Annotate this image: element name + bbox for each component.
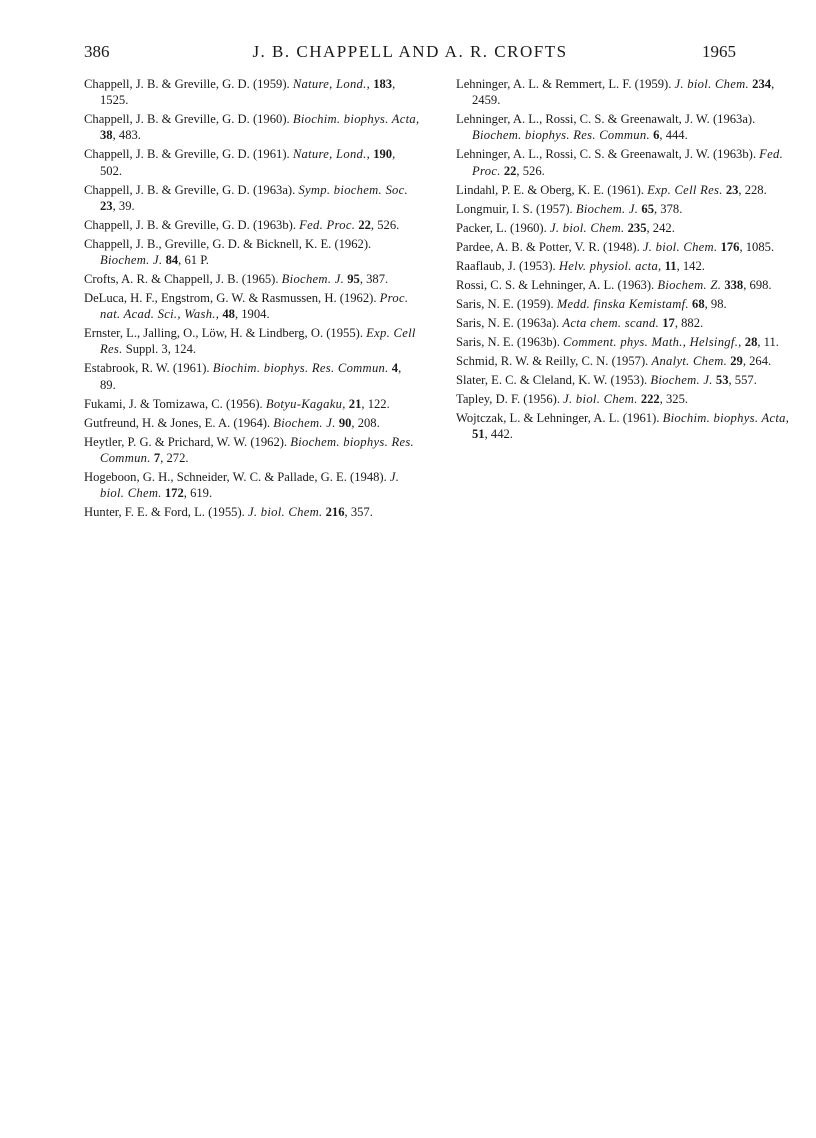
reference-entry bbox=[84, 469, 420, 501]
reference-volume: 17 bbox=[662, 315, 675, 330]
reference-authors: Rossi, C. S. & Lehninger, A. L. (1963). bbox=[456, 277, 655, 292]
reference-journal: Biochem. J. bbox=[575, 201, 639, 216]
reference-volume: 38 bbox=[100, 128, 113, 143]
reference-entry bbox=[456, 182, 792, 198]
reference-authors: Crofts, A. R. & Chappell, J. B. (1965). bbox=[84, 272, 279, 287]
reference-authors: Gutfreund, H. & Jones, E. A. (1964). bbox=[84, 415, 271, 430]
reference-entry bbox=[456, 111, 792, 143]
reference-entry bbox=[84, 290, 420, 322]
reference-pages: , 557. bbox=[728, 372, 757, 387]
page-number: 386 bbox=[84, 42, 110, 61]
reference-volume: 183 bbox=[373, 77, 393, 91]
reference-volume: 22 bbox=[358, 217, 371, 232]
reference-pages: , 357. bbox=[344, 505, 373, 520]
reference-authors: Ernster, L., Jalling, O., Löw, H. & Lindberg, O. (1955). bbox=[84, 326, 363, 341]
reference-volume: 21 bbox=[348, 396, 362, 411]
reference-entry bbox=[84, 182, 420, 214]
reference-entry bbox=[84, 415, 420, 431]
reference-pages: , 526. bbox=[370, 217, 400, 232]
reference-pages: , 11. bbox=[757, 334, 779, 349]
reference-entry bbox=[456, 239, 792, 255]
reference-pages: , 39. bbox=[112, 198, 135, 213]
reference-journal: Biochem. biophys. Res. Commun. bbox=[472, 128, 650, 143]
reference-authors: Hunter, F. E. & Ford, L. (1955). bbox=[84, 505, 245, 520]
reference-authors: Chappell, J. B., Greville, G. D. & Bicknell, K. E. (1962). bbox=[84, 236, 372, 251]
reference-entry bbox=[456, 353, 792, 369]
reference-entry bbox=[84, 271, 420, 287]
reference-pages: , 1525. bbox=[100, 77, 396, 108]
reference-journal: Exp. Cell Res. bbox=[100, 326, 416, 357]
reference-volume: 216 bbox=[325, 505, 345, 520]
reference-pages: , 242. bbox=[646, 220, 675, 235]
reference-journal: Biochem. J. bbox=[100, 253, 163, 268]
reference-pages: , 89. bbox=[100, 361, 402, 392]
reference-authors: Packer, L. (1960). bbox=[456, 220, 547, 235]
reference-authors: Chappell, J. B. & Greville, G. D. (1963a). bbox=[84, 182, 296, 197]
reference-pages: , 122. bbox=[361, 396, 390, 411]
reference-pages: , 61 P. bbox=[178, 253, 209, 268]
reference-journal: Helv. physiol. acta, bbox=[558, 258, 662, 273]
reference-authors: Saris, N. E. (1963a). bbox=[456, 315, 560, 330]
reference-pages: , 228. bbox=[738, 182, 767, 197]
reference-pages: , 1904. bbox=[234, 307, 270, 322]
reference-volume: 84 bbox=[165, 253, 179, 268]
reference-journal: Biochem. J. bbox=[273, 415, 336, 430]
reference-entry bbox=[456, 258, 792, 274]
reference-authors: Saris, N. E. (1963b). bbox=[456, 334, 560, 349]
reference-authors: Heytler, P. G. & Prichard, W. W. (1962). bbox=[84, 434, 288, 449]
reference-pages: , 444. bbox=[659, 128, 688, 143]
reference-volume: 23 bbox=[725, 182, 739, 197]
reference-volume: 28 bbox=[744, 334, 758, 349]
reference-journal: Nature, Lond., bbox=[292, 77, 371, 91]
reference-journal: J. biol. Chem. bbox=[642, 239, 718, 254]
reference-volume: 29 bbox=[730, 353, 743, 368]
reference-authors: Lehninger, A. L., Rossi, C. S. & Greenawalt, J. W. (1963b). bbox=[456, 147, 756, 162]
reference-volume: 53 bbox=[715, 372, 729, 387]
reference-journal: J. biol. Chem. bbox=[549, 220, 625, 235]
reference-pages: , 882. bbox=[674, 315, 704, 330]
reference-entry bbox=[456, 410, 792, 442]
reference-journal: Biochem. J. bbox=[281, 272, 345, 287]
reference-pages: , 442. bbox=[484, 426, 513, 441]
reference-entry bbox=[84, 396, 420, 412]
running-title: J. B. CHAPPELL AND A. R. CROFTS bbox=[252, 42, 568, 61]
reference-pages: , 142. bbox=[676, 258, 705, 273]
reference-volume: 235 bbox=[627, 220, 647, 235]
reference-volume: 65 bbox=[641, 201, 654, 216]
reference-entry bbox=[84, 236, 420, 268]
reference-entry bbox=[456, 220, 792, 236]
reference-authors: Pardee, A. B. & Potter, V. R. (1948). bbox=[456, 239, 640, 254]
reference-journal: Proc. nat. Acad. Sci., Wash., bbox=[100, 291, 409, 322]
reference-entry bbox=[84, 360, 420, 392]
reference-journal: Symp. biochem. Soc. bbox=[298, 182, 408, 197]
reference-journal: J. biol. Chem. bbox=[674, 77, 750, 91]
reference-pages: , 502. bbox=[100, 147, 396, 178]
reference-entry bbox=[84, 434, 420, 466]
references-right-column bbox=[456, 76, 792, 445]
running-header bbox=[84, 42, 736, 66]
reference-entry bbox=[456, 201, 792, 217]
reference-volume: 7 bbox=[153, 450, 161, 465]
reference-authors: Chappell, J. B. & Greville, G. D. (1960). bbox=[84, 112, 290, 127]
reference-entry bbox=[84, 504, 420, 520]
reference-volume: 190 bbox=[373, 147, 393, 162]
reference-pages: , 208. bbox=[351, 415, 380, 430]
reference-journal: Biochem. Z. bbox=[657, 277, 722, 292]
reference-journal: Biochim. biophys. Res. Commun. bbox=[212, 361, 389, 376]
reference-journal: Acta chem. scand. bbox=[562, 315, 660, 330]
reference-pages: , 325. bbox=[659, 391, 689, 406]
reference-journal: J. biol. Chem. bbox=[563, 391, 638, 406]
reference-pages: , 98. bbox=[704, 296, 727, 311]
reference-journal: Biochim. biophys. Acta, bbox=[292, 112, 420, 127]
reference-authors: Schmid, R. W. & Reilly, C. N. (1957). bbox=[456, 353, 649, 368]
reference-volume: 22 bbox=[503, 163, 517, 178]
reference-pages: , 483. bbox=[112, 128, 141, 143]
reference-entry bbox=[456, 277, 792, 293]
reference-authors: Estabrook, R. W. (1961). bbox=[84, 361, 210, 376]
reference-volume: 222 bbox=[640, 391, 660, 406]
reference-authors: Tapley, D. F. (1956). bbox=[456, 391, 560, 406]
reference-entry bbox=[84, 146, 420, 178]
reference-journal: Nature, Lond., bbox=[292, 147, 371, 162]
reference-volume: 6 bbox=[653, 128, 660, 143]
reference-journal: Exp. Cell Res. bbox=[647, 182, 723, 197]
reference-journal: Fed. Proc. bbox=[472, 147, 784, 178]
reference-pages: , 272. bbox=[160, 450, 189, 465]
reference-authors: Lehninger, A. L., Rossi, C. S. & Greenawalt, J. W. (1963a). bbox=[456, 112, 756, 127]
reference-authors: Fukami, J. & Tomizawa, C. (1956). bbox=[84, 396, 263, 411]
reference-pages: , 2459. bbox=[472, 77, 775, 108]
reference-authors: Lindahl, P. E. & Oberg, K. E. (1961). bbox=[456, 182, 644, 197]
reference-entry bbox=[456, 76, 792, 108]
reference-pages: , 264. bbox=[742, 353, 772, 368]
reference-journal: Botyu-Kagaku, bbox=[265, 396, 346, 411]
reference-journal: Biochem. J. bbox=[650, 372, 713, 387]
reference-journal: Analyt. Chem. bbox=[651, 353, 728, 368]
reference-volume: 51 bbox=[472, 426, 485, 441]
reference-volume: 95 bbox=[347, 272, 360, 287]
reference-pages: , 619. bbox=[183, 486, 213, 501]
reference-journal: Biochim. biophys. Acta, bbox=[662, 410, 790, 425]
reference-journal: Comment. phys. Math., Helsingf., bbox=[563, 334, 742, 349]
reference-entry bbox=[456, 146, 792, 178]
reference-authors: Hogeboon, G. H., Schneider, W. C. & Pallade, G. E. (1948). bbox=[84, 469, 387, 484]
reference-authors: DeLuca, H. F., Engstrom, G. W. & Rasmussen, H. (1962). bbox=[84, 291, 377, 306]
reference-authors: Chappell, J. B. & Greville, G. D. (1963b). bbox=[84, 217, 296, 232]
reference-volume: 48 bbox=[222, 307, 235, 322]
reference-entry bbox=[84, 76, 420, 108]
reference-pages: Suppl. 3, 124. bbox=[125, 342, 197, 357]
reference-authors: Raaflaub, J. (1953). bbox=[456, 258, 556, 273]
reference-entry bbox=[456, 296, 792, 312]
reference-authors: Wojtczak, L. & Lehninger, A. L. (1961). bbox=[456, 410, 660, 425]
reference-volume: 23 bbox=[100, 198, 113, 213]
reference-pages: , 526. bbox=[516, 163, 545, 178]
reference-journal: J. biol. Chem. bbox=[247, 505, 323, 520]
reference-volume: 11 bbox=[664, 258, 677, 273]
reference-volume: 68 bbox=[692, 296, 705, 311]
reference-authors: Slater, E. C. & Cleland, K. W. (1953). bbox=[456, 372, 648, 387]
reference-entry bbox=[456, 391, 792, 407]
reference-authors: Chappell, J. B. & Greville, G. D. (1959). bbox=[84, 77, 290, 91]
reference-entry bbox=[84, 217, 420, 233]
reference-pages: , 1085. bbox=[739, 239, 775, 254]
reference-authors: Longmuir, I. S. (1957). bbox=[456, 201, 573, 216]
reference-pages: , 387. bbox=[359, 272, 389, 287]
reference-entry bbox=[84, 325, 420, 357]
reference-pages: , 698. bbox=[743, 277, 772, 292]
reference-volume: 90 bbox=[338, 415, 352, 430]
reference-entry bbox=[456, 372, 792, 388]
reference-pages: , 378. bbox=[654, 201, 683, 216]
reference-journal: J. biol. Chem. bbox=[100, 469, 400, 501]
reference-authors: Lehninger, A. L. & Remmert, L. F. (1959). bbox=[456, 77, 672, 91]
reference-volume: 4 bbox=[391, 361, 399, 376]
reference-volume: 338 bbox=[724, 277, 744, 292]
reference-journal: Biochem. biophys. Res. Commun. bbox=[100, 434, 414, 465]
reference-entry bbox=[84, 111, 420, 143]
reference-entry bbox=[456, 334, 792, 350]
reference-authors: Saris, N. E. (1959). bbox=[456, 296, 554, 311]
reference-volume: 172 bbox=[164, 486, 184, 501]
references-left-column bbox=[84, 76, 420, 523]
reference-volume: 176 bbox=[720, 239, 740, 254]
reference-volume: 234 bbox=[752, 77, 772, 91]
reference-journal: Medd. finska Kemistamf. bbox=[556, 296, 689, 311]
reference-authors: Chappell, J. B. & Greville, G. D. (1961). bbox=[84, 147, 290, 162]
reference-entry bbox=[456, 315, 792, 331]
reference-journal: Fed. Proc. bbox=[299, 217, 356, 232]
header-year: 1965 bbox=[702, 42, 736, 61]
